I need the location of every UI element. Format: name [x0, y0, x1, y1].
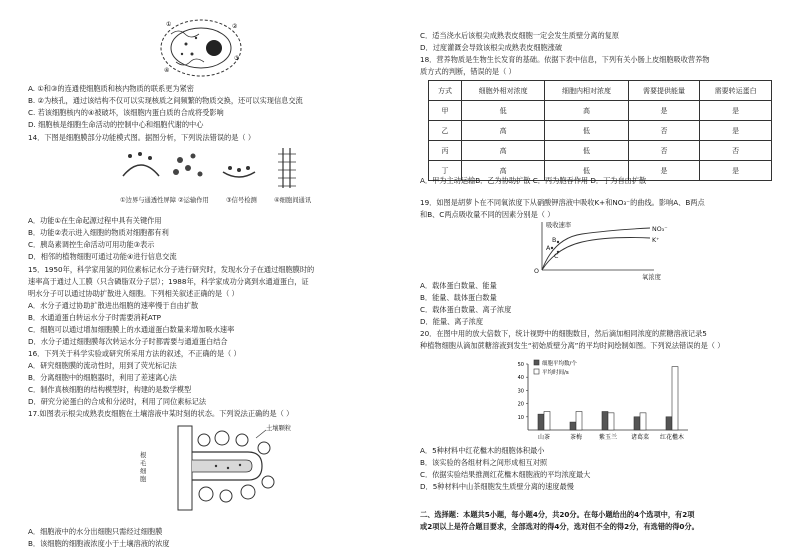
q15-stem-line1: 15．1950年，科学家用氢的同位素标记水分子进行研究时，发现水分子在通过细胞膜时的 [28, 265, 315, 274]
q14-fig-label-1: ①边界与通透性屏障 [120, 197, 177, 204]
q16-option-a: A．研究细胞膜的流动性时，用到了荧光标记法 [28, 361, 177, 370]
q20-bar [602, 412, 608, 430]
table-row [429, 101, 772, 121]
section-2-heading-line1: 二、选择题：本题共5小题，每小题4分，共20分。在每小题给出的4个选项中，有2项 [420, 510, 695, 519]
table-header: 需要转运蛋白 [700, 81, 772, 101]
q14-fig-label-4: ④细胞间通讯 [274, 197, 312, 204]
table-cell: 否 [628, 121, 700, 141]
q20-y-tick-label: 10 [517, 414, 524, 421]
q16-option-c: C．制作真核细胞的结构模型时，构建的是数学模型 [28, 385, 192, 394]
q17-option-a: A．细胞液中的水分出细胞只需经过细胞膜 [28, 527, 163, 536]
table-cell: 高 [462, 161, 545, 181]
q20-legend-label: 细胞平均数/个 [542, 361, 577, 367]
table-row [429, 141, 772, 161]
q20-bar [576, 412, 582, 430]
table-cell: 丙 [429, 141, 462, 161]
q20-option-d: D．5种材料中山茶细胞发生质壁分离的速度最慢 [420, 482, 574, 491]
q19-option-a: A．载体蛋白数量、能量 [420, 281, 497, 290]
q20-option-a: A．5种材料中红花檵木的细胞体积最小 [420, 446, 545, 455]
q16-option-b: B．分离细胞中的细胞器时，利用了差速离心法 [28, 373, 177, 382]
q13-option-a: A. ①和③的连通使细胞质和核内物质的联系更为紧密 [28, 84, 194, 93]
q19-curve-no3 [542, 228, 650, 270]
table-cell: 乙 [429, 121, 462, 141]
q20-y-tick-label: 30 [517, 388, 524, 395]
q20-option-c: C．依据实验结果推测红花檵木细胞液的平均浓度最大 [420, 470, 591, 479]
svg-text:④: ④ [164, 67, 170, 74]
q19-point-a-label: A [546, 245, 551, 252]
q17-option-c: C．适当浇水后该根尖成熟表皮细胞一定会发生质壁分离的复原 [420, 31, 620, 40]
q20-bar [666, 417, 672, 430]
svg-text:②: ② [232, 23, 238, 30]
q16-option-d: D．研究分泌蛋白的合成和分泌时，利用了同位素标记法 [28, 397, 207, 406]
membrane-function-figure [118, 146, 318, 196]
q19-curve-label-k: K⁺ [652, 237, 660, 244]
q14-fig-label-2: ②运输作用 [178, 197, 209, 204]
q17-fig-label-roothair: 根毛细胞 [140, 452, 147, 483]
q20-stem-line2: 种植物细胞从滴加蔗糖溶液到发生“初始质壁分离”的平均时间绘制如图。下列说法错误的是（ ） [420, 341, 725, 350]
q19-option-b: B．能量、载体蛋白数量 [420, 293, 497, 302]
q13-option-d: D. 细胞核是细胞生命活动的控制中心和细胞代谢的中心 [28, 120, 204, 129]
q15-option-c: C．细胞可以通过增加细胞膜上的水通道蛋白数量来增加吸水速率 [28, 325, 235, 334]
q20-bar [640, 413, 646, 430]
q20-bar-chart [500, 356, 710, 444]
table-cell: 否 [700, 141, 772, 161]
table-header: 细胞内相对浓度 [545, 81, 628, 101]
q20-option-b: B．该实验的各组材料之间形成相互对照 [420, 458, 548, 467]
q20-bar [544, 412, 550, 430]
nucleus-figure [156, 14, 246, 80]
q20-stem-line1: 20．在图中用的放大倍数下，统计视野中的细胞数目，然后滴加相同浓度的蔗糖溶液记录5 [420, 329, 707, 338]
q19-point-a [551, 247, 553, 249]
q19-curve-label-no3: NO₃⁻ [652, 226, 668, 233]
table-cell: 是 [700, 121, 772, 141]
q14-fig-label-3: ③信号检测 [226, 197, 257, 204]
q20-category-label: 山茶 [537, 434, 551, 441]
root-hair-figure [156, 422, 286, 512]
q19-point-b [557, 241, 559, 243]
table-header: 细胞外相对浓度 [462, 81, 545, 101]
q20-y-tick-label: 20 [517, 401, 524, 408]
q18-stem-line2: 质方式的判断，错误的是（ ） [420, 67, 516, 76]
q16-stem: 16．下列关于科学实验或研究所采用方法的叙述，不正确的是（ ） [28, 349, 241, 358]
q19-origin: O [534, 268, 539, 275]
q14-option-d: D．相邻的植物细胞可通过功能④进行信息交流 [28, 252, 177, 261]
q20-category-label: 茶梅 [569, 434, 583, 441]
q20-y-tick-label: 50 [517, 362, 524, 368]
table-cell: 是 [628, 101, 700, 121]
q13-option-c: C. 若该细胞核内的④被破坏，该细胞内蛋白质的合成将受影响 [28, 108, 224, 117]
svg-text:①: ① [166, 21, 172, 28]
table-row [429, 121, 772, 141]
table-cell: 低 [545, 121, 628, 141]
left-column [28, 0, 396, 560]
q20-bar [538, 414, 544, 430]
q19-point-b-label: B [552, 237, 557, 244]
q15-stem-line2: 速率高于通过人工膜（只含磷脂双分子层）；1988年，科学家成功分离到水通道蛋白，证 [28, 277, 309, 286]
table-header: 方式 [429, 81, 462, 101]
right-column [420, 0, 780, 560]
table-cell: 低 [462, 101, 545, 121]
table-header-row [429, 81, 772, 101]
table-cell: 甲 [429, 101, 462, 121]
q18-table [428, 80, 772, 181]
table-cell: 是 [700, 101, 772, 121]
q14-option-a: A．功能①在生命起源过程中具有关键作用 [28, 216, 162, 225]
q20-category-label: 诸葛菜 [630, 434, 650, 441]
q19-stem-line1: 19．如图是胡萝卜在不同氧浓度下从硝酸钾溶液中吸收K+和NO₃⁻的曲线。影响A、B两点 [420, 198, 705, 207]
q20-legend-swatch [534, 360, 539, 365]
table-cell: 高 [462, 141, 545, 161]
table-cell: 低 [545, 161, 628, 181]
q14-option-b: B．功能②表示进入细胞的物质对细胞都有利 [28, 228, 169, 237]
q20-category-label: 紫玉兰 [598, 434, 618, 441]
table-cell: 高 [545, 101, 628, 121]
svg-text:③: ③ [234, 55, 240, 62]
q14-stem: 14．下图是细胞膜部分功能模式图。据图分析，下列说法错误的是（ ） [28, 133, 256, 142]
q20-bar [570, 422, 576, 430]
table-cell: 高 [462, 121, 545, 141]
q19-ylabel: 吸收速率 [546, 222, 572, 229]
q20-category-label: 红花檵木 [659, 434, 685, 441]
table-cell: 低 [545, 141, 628, 161]
table-cell: 否 [628, 141, 700, 161]
section-2-heading-line2: 或2项以上是符合题目要求，全部选对的得4分，选对但不全的得2分，有选错的得0分。 [420, 522, 699, 531]
q19-point-c-label: C [554, 253, 559, 260]
q17-option-d: D．过度灌溉会导致该根尖成熟表皮细胞涨破 [420, 43, 563, 52]
q20-legend-swatch [534, 369, 539, 374]
table-cell: 是 [700, 161, 772, 181]
q20-legend-label: 平均时间/s [542, 370, 569, 376]
q15-option-d: D．水分子通过细胞膜每次转运水分子时都需要与通道蛋白结合 [28, 337, 228, 346]
q20-bar [634, 417, 640, 430]
q19-option-d: D．能量、离子浓度 [420, 317, 484, 326]
q20-y-tick-label: 40 [517, 375, 524, 382]
q19-option-c: C．载体蛋白数量、离子浓度 [420, 305, 512, 314]
q18-options: A．甲为主动运输B．乙为协助扩散 C．丙为胞吞作用 D．丁为自由扩散 [420, 176, 647, 185]
table-header: 需要提供能量 [628, 81, 700, 101]
q17-stem: 17.如图表示根尖成熟表皮细胞在土壤溶液中某时刻的状态。下列说法正确的是（ ） [28, 409, 294, 418]
q20-bar [608, 413, 614, 430]
table-cell: 是 [628, 161, 700, 181]
q20-bar [672, 367, 678, 430]
table-cell: 丁 [429, 161, 462, 181]
q19-stem-line2: 和B、C两点吸收量不同的因素分别是（ ） [420, 210, 555, 219]
q15-option-b: B．水通道蛋白转运水分子时需要消耗ATP [28, 313, 162, 322]
q18-stem-line1: 18．营养物质是生物生长发育的基础。依据下表中信息，下列有关小肠上皮细胞吸收营养物 [420, 55, 710, 64]
q19-xlabel: 氧浓度 [642, 274, 661, 281]
q13-option-b: B. ②为核孔，通过该结构不仅可以实现核质之间频繁的物质交换，还可以实现信息交流 [28, 96, 303, 105]
q17-fig-label-soil: 土壤颗粒 [266, 425, 292, 432]
q15-stem-line3: 明水分子可以通过协助扩散进入细胞。下列相关叙述正确的是（ ） [28, 289, 239, 298]
q15-option-a: A．水分子通过协助扩散进出细胞的速率慢于自由扩散 [28, 301, 199, 310]
q17-option-b: B．该细胞的细胞液浓度小于土壤溶液的浓度 [28, 539, 170, 548]
q14-option-c: C．胰岛素调控生命活动可用功能③表示 [28, 240, 155, 249]
